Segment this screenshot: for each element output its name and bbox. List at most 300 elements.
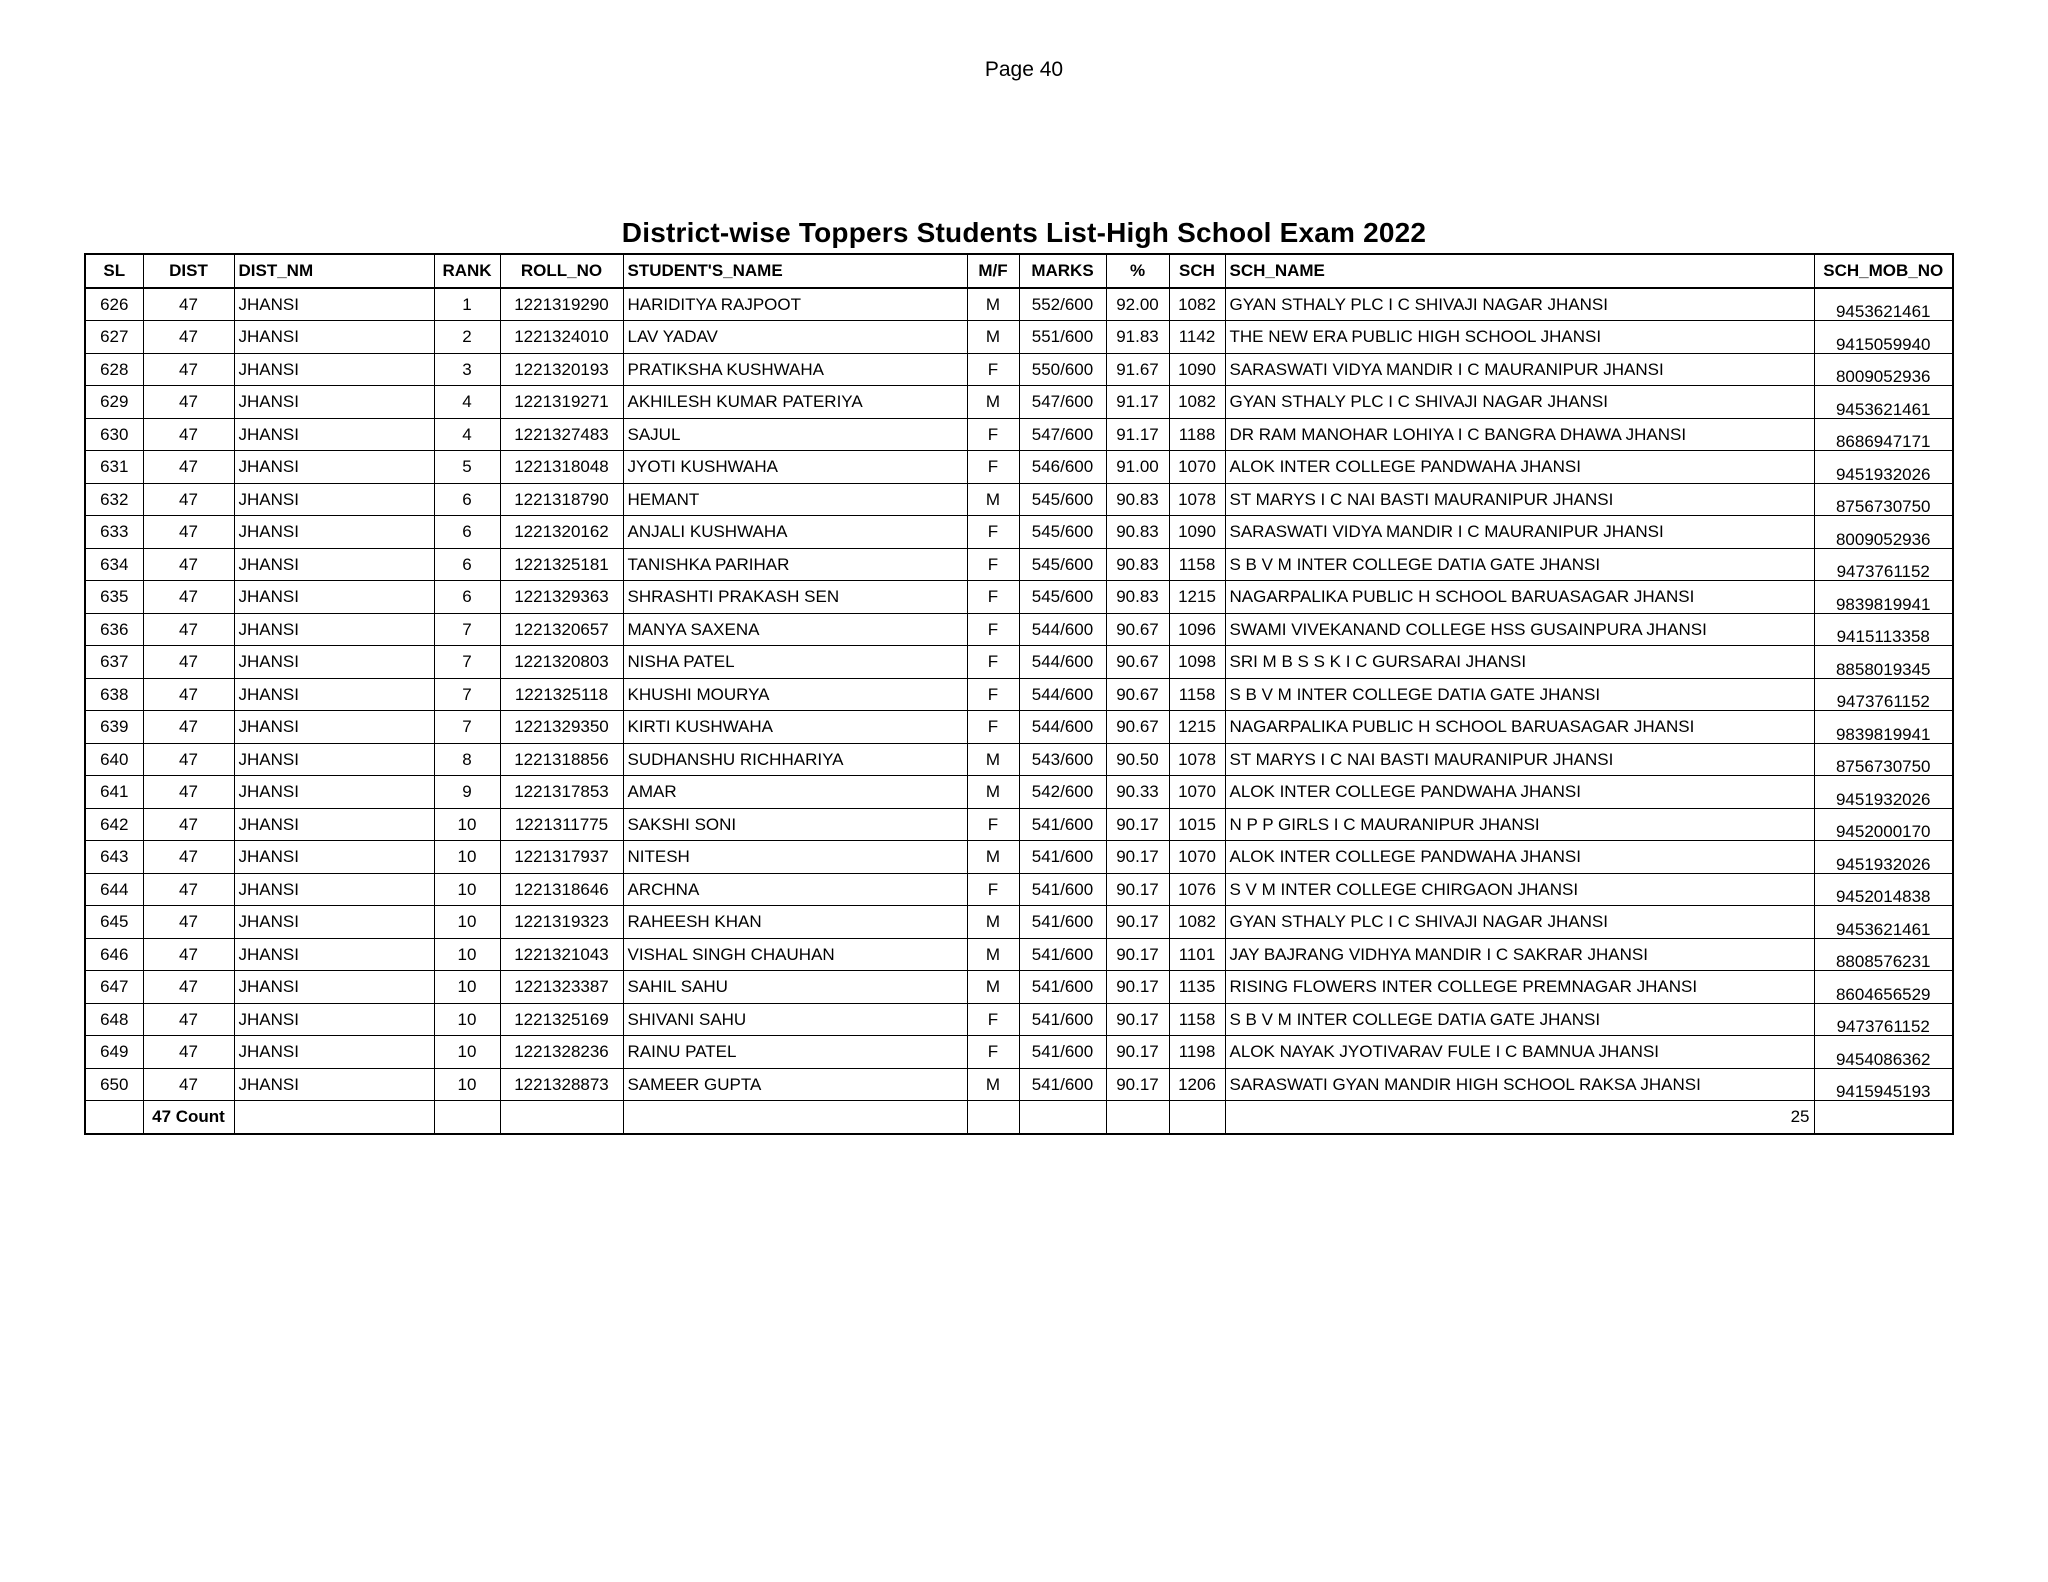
cell-gender: F <box>967 1003 1019 1036</box>
cell-dist-nm: JHANSI <box>234 321 434 354</box>
cell-sch-mob-no: 9452014838 <box>1814 873 1953 906</box>
cell-sl: 636 <box>85 613 143 646</box>
cell-percent: 90.17 <box>1106 808 1169 841</box>
cell-sch-name: SARASWATI VIDYA MANDIR I C MAURANIPUR JHANSI <box>1225 353 1814 386</box>
cell-sl: 646 <box>85 938 143 971</box>
cell-sl: 643 <box>85 841 143 874</box>
cell-sl: 647 <box>85 971 143 1004</box>
cell-percent: 92.00 <box>1106 288 1169 321</box>
cell-student-name: RAHEESH KHAN <box>623 906 967 939</box>
cell-gender: F <box>967 646 1019 679</box>
cell-rank: 8 <box>434 743 500 776</box>
cell-dist-nm: JHANSI <box>234 776 434 809</box>
cell-marks: 542/600 <box>1019 776 1106 809</box>
table-row <box>85 1068 1953 1101</box>
cell-marks: 545/600 <box>1019 548 1106 581</box>
cell-sch-name: N P P GIRLS I C MAURANIPUR JHANSI <box>1225 808 1814 841</box>
cell-dist-nm: JHANSI <box>234 646 434 679</box>
cell-sl: 645 <box>85 906 143 939</box>
cell-gender: M <box>967 938 1019 971</box>
count-summary-row <box>85 1101 1953 1134</box>
table-row <box>85 418 1953 451</box>
cell-rank: 6 <box>434 581 500 614</box>
cell-rank: 1 <box>434 288 500 321</box>
cell-gender: F <box>967 548 1019 581</box>
cell-percent: 90.17 <box>1106 938 1169 971</box>
cell-sl: 649 <box>85 1036 143 1069</box>
cell-sl: 638 <box>85 678 143 711</box>
cell-sch-mob-no: 9473761152 <box>1814 548 1953 581</box>
cell-percent: 90.17 <box>1106 1036 1169 1069</box>
cell-rank: 7 <box>434 678 500 711</box>
cell-dist-nm: JHANSI <box>234 1003 434 1036</box>
cell-marks: 541/600 <box>1019 1068 1106 1101</box>
cell-sch-mob-no: 8009052936 <box>1814 516 1953 549</box>
cell-sch-mob-no: 9473761152 <box>1814 1003 1953 1036</box>
table-row <box>85 873 1953 906</box>
cell-sch-mob-no: 9415059940 <box>1814 321 1953 354</box>
cell-sch: 1188 <box>1169 418 1225 451</box>
table-row <box>85 711 1953 744</box>
cell-percent: 90.67 <box>1106 646 1169 679</box>
cell-sch-name: GYAN STHALY PLC I C SHIVAJI NAGAR JHANSI <box>1225 386 1814 419</box>
cell-rank: 10 <box>434 906 500 939</box>
col-header-student-name: STUDENT'S_NAME <box>623 254 967 288</box>
cell-marks: 550/600 <box>1019 353 1106 386</box>
cell-sch-name: SARASWATI VIDYA MANDIR I C MAURANIPUR JHANSI <box>1225 516 1814 549</box>
cell-sch-mob-no: 9451932026 <box>1814 776 1953 809</box>
cell-dist: 47 <box>143 938 234 971</box>
cell-gender: M <box>967 776 1019 809</box>
cell-rank: 2 <box>434 321 500 354</box>
cell-marks: 551/600 <box>1019 321 1106 354</box>
cell-roll-no: 1221317937 <box>500 841 623 874</box>
cell-roll-no: 1221328873 <box>500 1068 623 1101</box>
cell-student-name: SHIVANI SAHU <box>623 1003 967 1036</box>
table-row <box>85 776 1953 809</box>
cell-rank: 10 <box>434 971 500 1004</box>
cell-sl: 641 <box>85 776 143 809</box>
cell-sch: 1206 <box>1169 1068 1225 1101</box>
cell-sl: 629 <box>85 386 143 419</box>
cell-roll-no: 1221325169 <box>500 1003 623 1036</box>
cell-rank: 6 <box>434 548 500 581</box>
cell-marks: 544/600 <box>1019 646 1106 679</box>
cell-gender: M <box>967 288 1019 321</box>
cell-dist-nm: JHANSI <box>234 386 434 419</box>
cell-gender: M <box>967 971 1019 1004</box>
cell-sl: 644 <box>85 873 143 906</box>
cell-student-name: SAJUL <box>623 418 967 451</box>
cell-student-name: HARIDITYA RAJPOOT <box>623 288 967 321</box>
col-header-percent: % <box>1106 254 1169 288</box>
cell-marks: 545/600 <box>1019 581 1106 614</box>
cell-student-name: SAHIL SAHU <box>623 971 967 1004</box>
cell-sch-name: GYAN STHALY PLC I C SHIVAJI NAGAR JHANSI <box>1225 906 1814 939</box>
cell-sl: 632 <box>85 483 143 516</box>
cell-sch: 1096 <box>1169 613 1225 646</box>
cell-dist: 47 <box>143 483 234 516</box>
cell-percent: 90.17 <box>1106 1003 1169 1036</box>
cell-dist: 47 <box>143 548 234 581</box>
cell-percent: 90.17 <box>1106 873 1169 906</box>
cell-dist: 47 <box>143 873 234 906</box>
cell-gender: F <box>967 451 1019 484</box>
cell-roll-no: 1221319290 <box>500 288 623 321</box>
cell-percent: 90.67 <box>1106 678 1169 711</box>
cell-gender: M <box>967 321 1019 354</box>
cell-dist: 47 <box>143 971 234 1004</box>
cell-sch: 1082 <box>1169 288 1225 321</box>
cell-dist: 47 <box>143 906 234 939</box>
cell-dist-nm: JHANSI <box>234 613 434 646</box>
cell-sl: 637 <box>85 646 143 679</box>
cell-sl: 627 <box>85 321 143 354</box>
cell-dist-nm: JHANSI <box>234 808 434 841</box>
count-cell-empty <box>967 1101 1019 1134</box>
cell-dist: 47 <box>143 386 234 419</box>
cell-sch-name: S V M INTER COLLEGE CHIRGAON JHANSI <box>1225 873 1814 906</box>
cell-rank: 10 <box>434 808 500 841</box>
count-value: 25 <box>1225 1101 1814 1134</box>
table-row <box>85 971 1953 1004</box>
cell-dist: 47 <box>143 1036 234 1069</box>
toppers-table <box>84 253 1954 1135</box>
cell-gender: F <box>967 353 1019 386</box>
cell-roll-no: 1221329363 <box>500 581 623 614</box>
cell-sch-name: ST MARYS I C NAI BASTI MAURANIPUR JHANSI <box>1225 743 1814 776</box>
cell-rank: 9 <box>434 776 500 809</box>
cell-marks: 552/600 <box>1019 288 1106 321</box>
col-header-dist-nm: DIST_NM <box>234 254 434 288</box>
cell-dist-nm: JHANSI <box>234 288 434 321</box>
cell-sch-mob-no: 9453621461 <box>1814 386 1953 419</box>
cell-student-name: TANISHKA PARIHAR <box>623 548 967 581</box>
cell-sch-mob-no: 9839819941 <box>1814 581 1953 614</box>
cell-sch-mob-no: 8009052936 <box>1814 353 1953 386</box>
cell-dist-nm: JHANSI <box>234 548 434 581</box>
cell-dist-nm: JHANSI <box>234 841 434 874</box>
cell-sch: 1082 <box>1169 906 1225 939</box>
cell-sch-name: ST MARYS I C NAI BASTI MAURANIPUR JHANSI <box>1225 483 1814 516</box>
cell-sl: 628 <box>85 353 143 386</box>
cell-roll-no: 1221323387 <box>500 971 623 1004</box>
col-header-sch-mob-no: SCH_MOB_NO <box>1814 254 1953 288</box>
cell-sch-mob-no: 8858019345 <box>1814 646 1953 679</box>
cell-roll-no: 1221317853 <box>500 776 623 809</box>
cell-marks: 541/600 <box>1019 938 1106 971</box>
cell-student-name: AMAR <box>623 776 967 809</box>
cell-sch-name: ALOK INTER COLLEGE PANDWAHA JHANSI <box>1225 776 1814 809</box>
count-cell-empty <box>1106 1101 1169 1134</box>
table-header-row <box>85 254 1953 288</box>
cell-rank: 4 <box>434 386 500 419</box>
cell-sl: 630 <box>85 418 143 451</box>
count-cell-empty <box>623 1101 967 1134</box>
col-header-sch: SCH <box>1169 254 1225 288</box>
cell-student-name: KIRTI KUSHWAHA <box>623 711 967 744</box>
cell-student-name: SAKSHI SONI <box>623 808 967 841</box>
cell-sch: 1215 <box>1169 711 1225 744</box>
table-row <box>85 1003 1953 1036</box>
cell-dist: 47 <box>143 353 234 386</box>
cell-dist: 47 <box>143 678 234 711</box>
cell-roll-no: 1221320803 <box>500 646 623 679</box>
cell-sch-mob-no: 8808576231 <box>1814 938 1953 971</box>
cell-dist: 47 <box>143 516 234 549</box>
cell-dist-nm: JHANSI <box>234 971 434 1004</box>
cell-sch-mob-no: 9473761152 <box>1814 678 1953 711</box>
cell-sch: 1158 <box>1169 678 1225 711</box>
cell-dist-nm: JHANSI <box>234 483 434 516</box>
col-header-sl: SL <box>85 254 143 288</box>
cell-rank: 5 <box>434 451 500 484</box>
cell-gender: F <box>967 418 1019 451</box>
cell-rank: 10 <box>434 1068 500 1101</box>
cell-dist: 47 <box>143 321 234 354</box>
cell-marks: 541/600 <box>1019 906 1106 939</box>
cell-student-name: SUDHANSHU RICHHARIYA <box>623 743 967 776</box>
cell-rank: 7 <box>434 646 500 679</box>
cell-marks: 544/600 <box>1019 613 1106 646</box>
cell-dist: 47 <box>143 1068 234 1101</box>
cell-marks: 545/600 <box>1019 516 1106 549</box>
cell-sch-mob-no: 9453621461 <box>1814 906 1953 939</box>
cell-sch: 1198 <box>1169 1036 1225 1069</box>
cell-roll-no: 1221325118 <box>500 678 623 711</box>
count-cell-empty <box>1814 1101 1953 1134</box>
cell-dist-nm: JHANSI <box>234 1068 434 1101</box>
cell-student-name: SHRASHTI PRAKASH SEN <box>623 581 967 614</box>
cell-rank: 10 <box>434 1003 500 1036</box>
cell-sch: 1158 <box>1169 1003 1225 1036</box>
cell-sch-name: S B V M INTER COLLEGE DATIA GATE JHANSI <box>1225 548 1814 581</box>
cell-student-name: JYOTI KUSHWAHA <box>623 451 967 484</box>
cell-sch: 1215 <box>1169 581 1225 614</box>
cell-sch: 1070 <box>1169 776 1225 809</box>
table-row <box>85 743 1953 776</box>
cell-dist-nm: JHANSI <box>234 678 434 711</box>
cell-roll-no: 1221325181 <box>500 548 623 581</box>
cell-dist-nm: JHANSI <box>234 581 434 614</box>
cell-marks: 544/600 <box>1019 678 1106 711</box>
cell-percent: 90.17 <box>1106 906 1169 939</box>
table-row <box>85 1036 1953 1069</box>
cell-percent: 91.17 <box>1106 418 1169 451</box>
table-row <box>85 321 1953 354</box>
cell-sl: 650 <box>85 1068 143 1101</box>
cell-rank: 7 <box>434 613 500 646</box>
cell-marks: 541/600 <box>1019 1036 1106 1069</box>
page-number: Page 40 <box>984 58 1064 81</box>
cell-sch: 1142 <box>1169 321 1225 354</box>
cell-student-name: ANJALI KUSHWAHA <box>623 516 967 549</box>
cell-rank: 4 <box>434 418 500 451</box>
cell-dist: 47 <box>143 743 234 776</box>
cell-dist: 47 <box>143 711 234 744</box>
cell-rank: 10 <box>434 1036 500 1069</box>
cell-percent: 90.83 <box>1106 548 1169 581</box>
cell-sl: 648 <box>85 1003 143 1036</box>
cell-dist-nm: JHANSI <box>234 906 434 939</box>
cell-sch: 1070 <box>1169 841 1225 874</box>
cell-gender: F <box>967 581 1019 614</box>
cell-sch: 1078 <box>1169 483 1225 516</box>
cell-sch: 1082 <box>1169 386 1225 419</box>
cell-dist: 47 <box>143 418 234 451</box>
cell-sch: 1098 <box>1169 646 1225 679</box>
cell-sch-name: ALOK NAYAK JYOTIVARAV FULE I C BAMNUA JHANSI <box>1225 1036 1814 1069</box>
count-label: 47 Count <box>143 1101 234 1134</box>
cell-roll-no: 1221318856 <box>500 743 623 776</box>
cell-roll-no: 1221320162 <box>500 516 623 549</box>
cell-dist: 47 <box>143 581 234 614</box>
cell-percent: 90.50 <box>1106 743 1169 776</box>
cell-sch-name: ALOK INTER COLLEGE PANDWAHA JHANSI <box>1225 451 1814 484</box>
cell-sch-name: GYAN STHALY PLC I C SHIVAJI NAGAR JHANSI <box>1225 288 1814 321</box>
cell-roll-no: 1221311775 <box>500 808 623 841</box>
cell-sch-mob-no: 8756730750 <box>1814 743 1953 776</box>
table-row <box>85 808 1953 841</box>
cell-marks: 547/600 <box>1019 418 1106 451</box>
cell-percent: 90.83 <box>1106 516 1169 549</box>
cell-dist: 47 <box>143 613 234 646</box>
cell-roll-no: 1221327483 <box>500 418 623 451</box>
cell-sch: 1158 <box>1169 548 1225 581</box>
cell-sch: 1015 <box>1169 808 1225 841</box>
table-row <box>85 841 1953 874</box>
table-row <box>85 288 1953 321</box>
cell-gender: F <box>967 808 1019 841</box>
cell-rank: 10 <box>434 938 500 971</box>
count-cell-empty <box>500 1101 623 1134</box>
cell-gender: M <box>967 906 1019 939</box>
col-header-gender: M/F <box>967 254 1019 288</box>
cell-sl: 631 <box>85 451 143 484</box>
cell-sch: 1135 <box>1169 971 1225 1004</box>
cell-percent: 90.17 <box>1106 971 1169 1004</box>
cell-percent: 90.67 <box>1106 711 1169 744</box>
cell-sch-name: ALOK INTER COLLEGE PANDWAHA JHANSI <box>1225 841 1814 874</box>
count-cell-empty <box>1169 1101 1225 1134</box>
cell-sch-mob-no: 9415113358 <box>1814 613 1953 646</box>
cell-gender: M <box>967 743 1019 776</box>
cell-student-name: HEMANT <box>623 483 967 516</box>
cell-percent: 90.33 <box>1106 776 1169 809</box>
cell-roll-no: 1221320657 <box>500 613 623 646</box>
cell-marks: 544/600 <box>1019 711 1106 744</box>
table-row <box>85 353 1953 386</box>
table-row <box>85 678 1953 711</box>
count-cell-empty <box>434 1101 500 1134</box>
cell-gender: F <box>967 516 1019 549</box>
cell-dist-nm: JHANSI <box>234 711 434 744</box>
cell-dist-nm: JHANSI <box>234 418 434 451</box>
cell-student-name: SAMEER GUPTA <box>623 1068 967 1101</box>
cell-roll-no: 1221328236 <box>500 1036 623 1069</box>
cell-marks: 545/600 <box>1019 483 1106 516</box>
cell-dist-nm: JHANSI <box>234 516 434 549</box>
cell-roll-no: 1221319271 <box>500 386 623 419</box>
table-row <box>85 548 1953 581</box>
cell-sch-mob-no: 8604656529 <box>1814 971 1953 1004</box>
cell-gender: M <box>967 1068 1019 1101</box>
cell-roll-no: 1221329350 <box>500 711 623 744</box>
cell-student-name: AKHILESH KUMAR PATERIYA <box>623 386 967 419</box>
cell-gender: F <box>967 678 1019 711</box>
cell-percent: 91.83 <box>1106 321 1169 354</box>
cell-sl: 642 <box>85 808 143 841</box>
cell-sch-name: THE NEW ERA PUBLIC HIGH SCHOOL JHANSI <box>1225 321 1814 354</box>
cell-sch-mob-no: 9415945193 <box>1814 1068 1953 1101</box>
cell-dist-nm: JHANSI <box>234 743 434 776</box>
cell-percent: 91.67 <box>1106 353 1169 386</box>
count-cell-empty <box>234 1101 434 1134</box>
cell-dist: 47 <box>143 288 234 321</box>
cell-student-name: VISHAL SINGH CHAUHAN <box>623 938 967 971</box>
cell-sch-mob-no: 8756730750 <box>1814 483 1953 516</box>
cell-marks: 547/600 <box>1019 386 1106 419</box>
col-header-marks: MARKS <box>1019 254 1106 288</box>
cell-marks: 541/600 <box>1019 1003 1106 1036</box>
cell-sch-mob-no: 9454086362 <box>1814 1036 1953 1069</box>
cell-rank: 6 <box>434 483 500 516</box>
cell-sch-mob-no: 9451932026 <box>1814 451 1953 484</box>
cell-sl: 634 <box>85 548 143 581</box>
cell-sch: 1076 <box>1169 873 1225 906</box>
cell-sch: 1101 <box>1169 938 1225 971</box>
cell-sch: 1090 <box>1169 516 1225 549</box>
cell-rank: 10 <box>434 841 500 874</box>
cell-marks: 546/600 <box>1019 451 1106 484</box>
cell-sl: 639 <box>85 711 143 744</box>
cell-dist: 47 <box>143 1003 234 1036</box>
cell-sch-name: S B V M INTER COLLEGE DATIA GATE JHANSI <box>1225 1003 1814 1036</box>
table-row <box>85 938 1953 971</box>
cell-gender: M <box>967 483 1019 516</box>
cell-roll-no: 1221319323 <box>500 906 623 939</box>
document-title: District-wise Toppers Students List-High School Exam 2022 <box>621 217 1427 248</box>
count-cell-empty <box>1019 1101 1106 1134</box>
cell-percent: 90.67 <box>1106 613 1169 646</box>
cell-sl: 633 <box>85 516 143 549</box>
cell-gender: F <box>967 1036 1019 1069</box>
cell-sch-name: S B V M INTER COLLEGE DATIA GATE JHANSI <box>1225 678 1814 711</box>
cell-sch: 1070 <box>1169 451 1225 484</box>
col-header-rank: RANK <box>434 254 500 288</box>
cell-dist: 47 <box>143 841 234 874</box>
cell-dist-nm: JHANSI <box>234 873 434 906</box>
table-row <box>85 581 1953 614</box>
cell-marks: 541/600 <box>1019 841 1106 874</box>
cell-sch: 1078 <box>1169 743 1225 776</box>
cell-sch-name: RISING FLOWERS INTER COLLEGE PREMNAGAR JHANSI <box>1225 971 1814 1004</box>
cell-sch-name: SRI M B S S K I C GURSARAI JHANSI <box>1225 646 1814 679</box>
table-row <box>85 386 1953 419</box>
cell-student-name: KHUSHI MOURYA <box>623 678 967 711</box>
cell-sch-mob-no: 8686947171 <box>1814 418 1953 451</box>
cell-dist: 47 <box>143 451 234 484</box>
cell-percent: 91.17 <box>1106 386 1169 419</box>
cell-marks: 541/600 <box>1019 971 1106 1004</box>
cell-roll-no: 1221324010 <box>500 321 623 354</box>
cell-sch-mob-no: 9453621461 <box>1814 288 1953 321</box>
cell-percent: 90.17 <box>1106 1068 1169 1101</box>
cell-student-name: MANYA SAXENA <box>623 613 967 646</box>
cell-sch-mob-no: 9452000170 <box>1814 808 1953 841</box>
cell-rank: 7 <box>434 711 500 744</box>
cell-sch: 1090 <box>1169 353 1225 386</box>
